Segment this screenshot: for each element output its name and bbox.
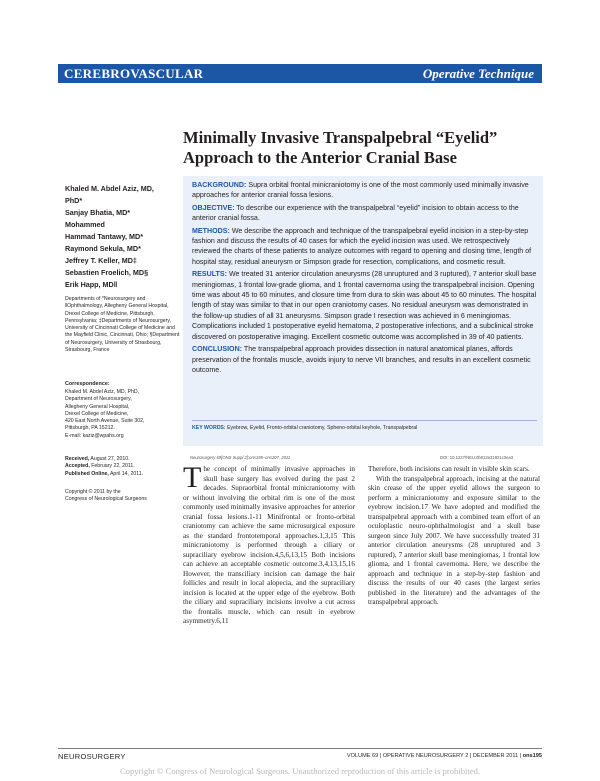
abstract-objective [192,203,537,224]
received-date: August 27, 2010. [90,456,130,462]
methods-text: We describe the approach and technique of the transpalpebral eyelid incision in a step-by-step fashion and discuss the results of 40 cases for which the eyelid incision was used. We retrospectively reviewed the charts of these patients to analyze outcomes with regard to opening and closing time, length of hospital stay, residual aneurysm or Simpson grade for resection, complications, and cosmetic result. [192,226,532,266]
keywords [192,420,537,431]
methods-label: METHODS: [192,226,230,235]
citation: Neurosurgery 69[ONS Suppl 2]:ons195–ons207, 2011 [190,455,291,460]
body-paragraph [183,461,355,627]
keywords-label: KEY WORDS: [192,425,226,431]
author-line: Erik Happ, MD‖ [65,280,118,289]
author-line: Raymond Sekula, MD* [65,244,141,253]
abstract-conclusion [192,344,537,375]
results-text: We treated 31 anterior circulation aneurysms (28 unruptured and 3 ruptured), 7 anterior skull base meningiomas, 1 frontal low-grade glioma, and 1 frontal cavernoma using the transpalpebral incision. Opening time was about 45 to 60 minutes, and closure time from dura to skin was about 45 to 60 minutes. The hospital length of stay was similar to that in our open craniotomy cases. No residual aneurysm was demonstrated in the follow-up studies of all 31 aneurysms. Simpson grade I resection was achieved in 6 meningiomas. Complications included 1 postoperative eyelid hematoma, 2 postoperative infections, and a subclinical stroke discovered on postoperative imaging. Excellent cosmetic outcome was accomplished in 39 of 40 patients. [192,270,537,341]
objective-text: To describe our experience with the transpalpebral “eyelid” incision to obtain access to the anterior cranial fossa. [192,203,519,223]
keywords-text: Eyebrow, Eyelid, Fronto-orbital craniotomy, Spheno-orbital keyhole, Transpalpebral [227,425,418,431]
correspondence-block [65,389,180,440]
correspondence-line: Allegheny General Hospital, [65,403,130,410]
correspondence-line: Drexel College of Medicine, [65,410,129,417]
background-text: Supra orbital frontal minicraniotomy is one of the most commonly used minimally invasive approaches for anterior cranial fossa lesions. [192,181,529,200]
correspondence-line: Department of Neurosurgery, [65,396,132,403]
side-copyright-line: Copyright © 2011 by the [65,489,121,495]
body-column-2 [368,465,540,608]
background-label: BACKGROUND: [192,181,247,189]
footer-journal-name: NEUROSURGERY [58,752,126,761]
body-paragraph: Therefore, both incisions can result in visible skin scars. [368,465,530,473]
abstract-text [192,180,537,377]
accepted-date: February 22, 2011. [91,463,135,470]
published-date: April 14, 2011. [109,470,144,477]
author-line: PhD* [65,196,83,205]
published-label: Published Online, [65,470,109,477]
affiliations: Departments of *Neurosurgery and ‖Ophthalmology, Allegheny General Hospital, Drexel College of Medicine, Pittsburgh, Pennsylvania; ‡Departments of Neurosurgery, University of Cincinnati College of Medicine and the Mayfield Clinic, Cincinnati, Ohio; §Department of Neurosurgery, University of Strasbourg, Strasbourg, France [65,296,180,354]
correspondence-email[interactable]: E-mail: kaziz@wpahs.org [65,432,124,439]
author-line: Sebastien Froelich, MD§ [65,268,149,277]
body-paragraph: With the transpalpebral approach, incising at the natural skin crease of the upper eyelid allows the surgeon to perform a minicraniotomy and exposure similar to the eyebrow incision.17 We have adopted and modified the transpalpebral approach with a combined team effort of an oculoplastic neuro-ophthalmologist and a skull base surgeon since July 2007. We have successfully treated 31 anterior circulation aneurysms (28 unruptured and 3 ruptured), 7 anterior skull base meningiomas, 1 frontal low glioma, and 1 frontal cavernoma. Here, we describe the approach and technique in a step-by-step fashion and discuss the results of our 40 cases (the largest series published in the literature) and the advantages of the transpalpebral approach. [368,474,540,606]
abstract-methods [192,226,537,268]
doi[interactable]: DOI: 10.1227/NEU.0b013e31821c3ea3 [440,455,514,460]
author-line: Mohammed [65,220,105,229]
title-line-2: Approach to the Anterior Cranial Base [183,148,457,167]
article-dates [65,456,180,478]
author-list [65,183,180,291]
results-label: RESULTS: [192,270,227,279]
author-line: Jeffrey T. Keller, MD‡ [65,256,137,265]
footer-divider [58,748,542,749]
body-text: he concept of minimally invasive approaches in skull base surgery has evolved during the past 2 decades. Supraorbital frontal minicraniotomy with or without involving the orbital rim is one of the most commonly used minimally invasive approaches for anterior cranial fossa lesions.1-11 Minifrontal or fronto-orbital craniotomy can achieve the same microsurgical exposure as the standard frontotemporal approaches.1,3,15 This minicraniotomy is performed through a ciliary or supraciliary eyebrow incision.4,5,6,13,15 Both incisions can achieve an acceptable cosmetic outcome.3,4,13,15,16 However, the transciliary incision can damage the hair follicles and result in local alopecia, and the supraciliary incision is located at the upper edge of the eyebrow. Both the ciliary and supraciliary incisions involve a cut across the frontalis muscle, which can result in eyebrow asymmetry.6,11 [183,465,355,625]
conclusion-text: The transpalpebral approach provides dissection in natural anatomical planes, affords preservation of the frontalis muscle, avoids injury to nerve VII branches, and results in an excellent cosmetic outcome. [192,345,531,374]
side-copyright-line: Congress of Neurological Surgeons [65,496,147,503]
conclusion-label: CONCLUSION: [192,345,243,354]
author-line: Sanjay Bhatia, MD* [65,208,131,217]
correspondence-line: 420 East North Avenue, Suite 302, [65,418,145,425]
correspondence-line: Khaled M. Abdel Aziz, MD, PhD, [65,389,140,395]
footer-volume-info [347,753,542,759]
page-number: ons195 [522,753,542,759]
correspondence-line: Pittsburgh, PA 15212. [65,425,115,432]
abstract-background [192,180,537,201]
category-label: Operative Technique [422,66,534,81]
section-header-band [58,64,542,83]
section-label: CEREBROVASCULAR [64,66,204,81]
correspondence-heading: Correspondence: [65,381,110,387]
received-label: Received, [65,456,90,462]
volume-info: VOLUME 69 | OPERATIVE NEUROSURGERY 2 | DECEMBER 2011 | [346,753,522,759]
objective-label: OBJECTIVE: [192,203,235,212]
abstract-box [183,176,543,446]
title-line-1: Minimally Invasive Transpalpebral “Eyelid” [183,128,498,147]
copyright-notice: Copyright © Congress of Neurological Surgeons. Unauthorized reproduction of this article is prohibited. [119,766,481,776]
article-title [183,128,543,168]
author-line: Khaled M. Abdel Aziz, MD, [65,184,154,193]
body-column-1 [183,461,355,627]
accepted-label: Accepted, [65,463,90,470]
drop-cap: T [183,461,202,494]
author-line: Hammad Tantawy, MD* [65,232,144,241]
side-copyright [65,489,180,504]
abstract-results [192,269,537,342]
